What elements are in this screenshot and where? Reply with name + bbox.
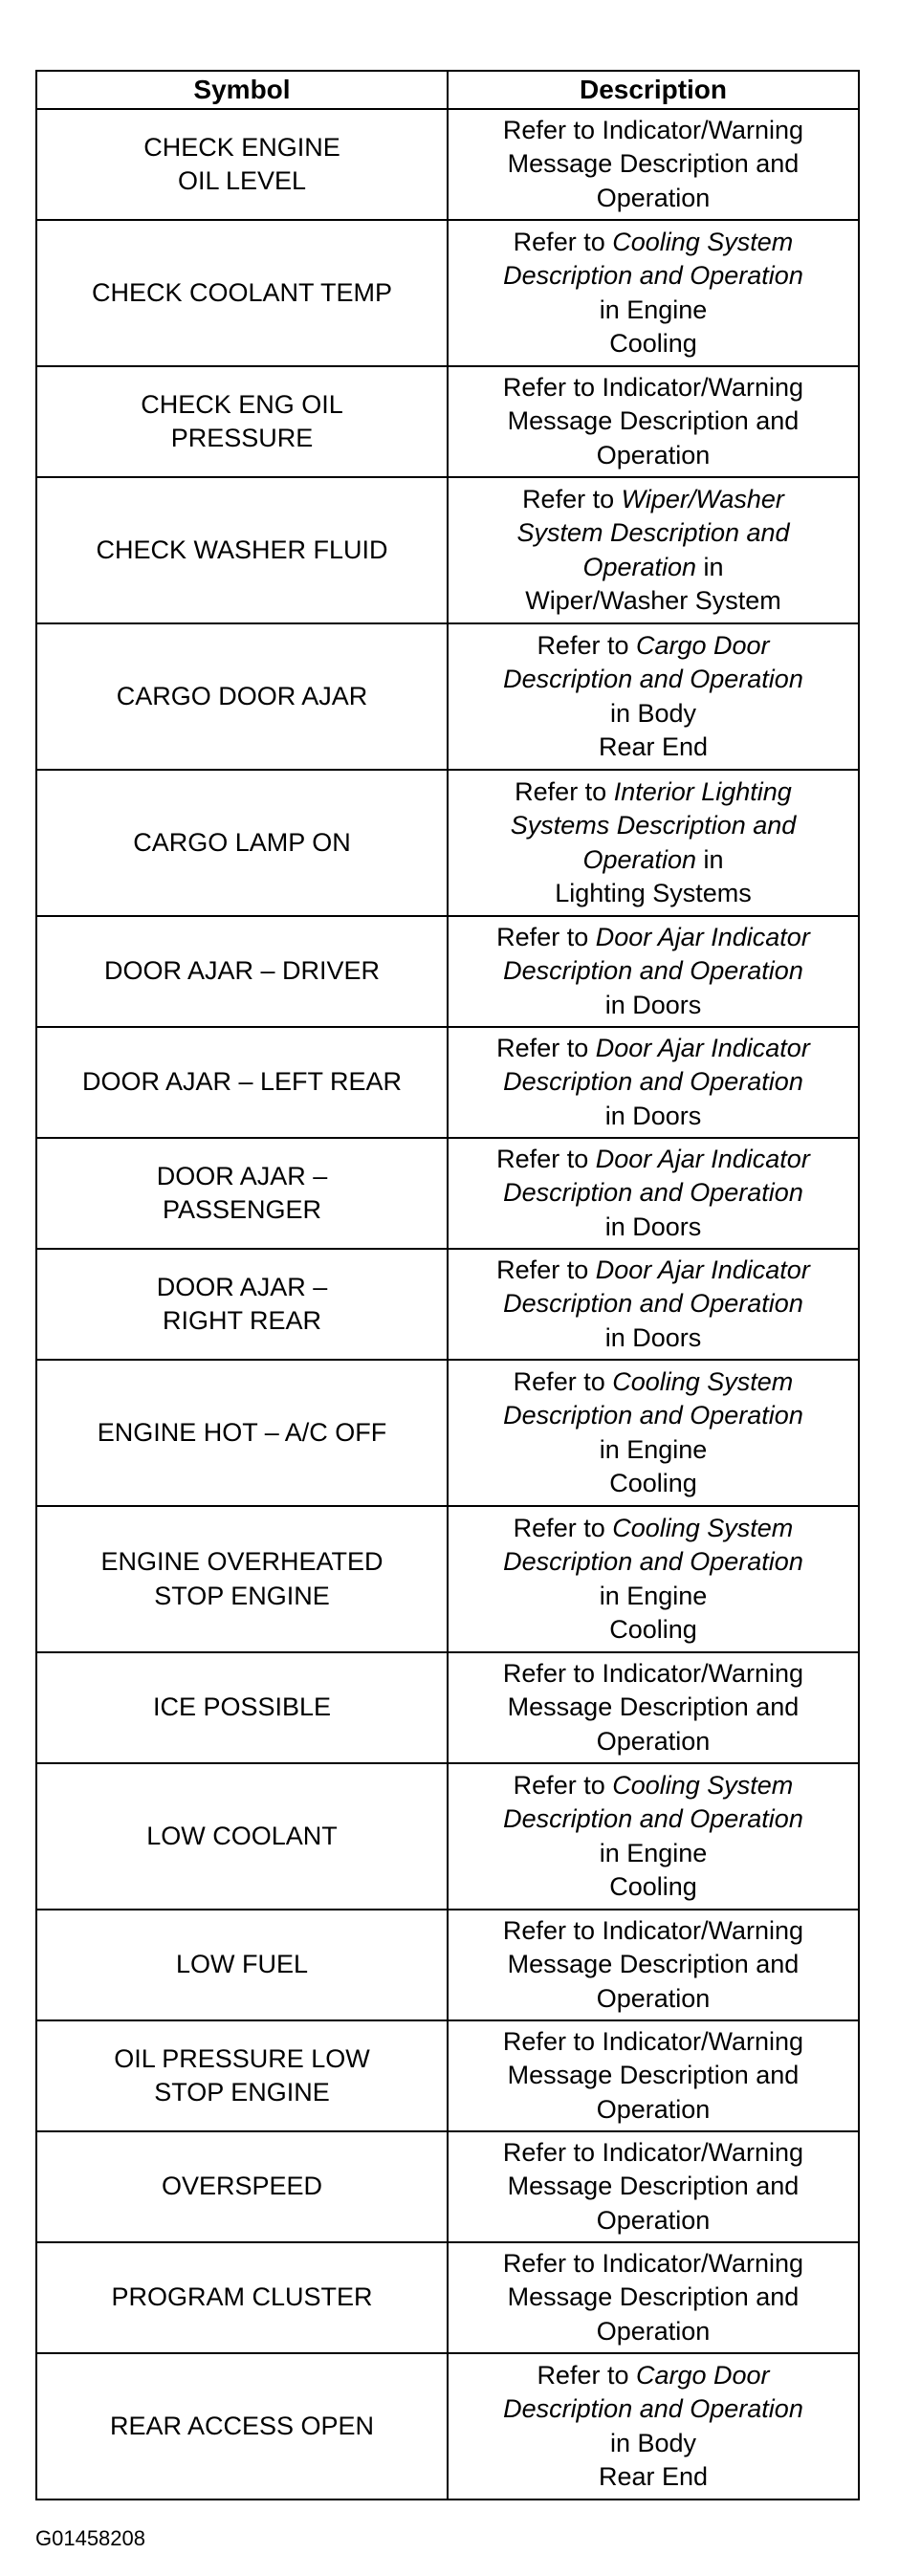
description-cell xyxy=(448,2353,859,2500)
description-text: in Body xyxy=(609,2428,697,2457)
description-text: in Engine xyxy=(599,1581,708,1610)
description-text: Refer to xyxy=(537,2360,636,2390)
symbol-cell xyxy=(36,109,448,220)
description-cell xyxy=(448,2020,859,2131)
table-row xyxy=(36,916,859,1027)
symbol-cell xyxy=(36,1506,448,1652)
description-text: Message Description and xyxy=(507,1692,800,1722)
symbol-cell xyxy=(36,623,448,770)
description-cell xyxy=(448,1249,859,1360)
description-line xyxy=(452,2093,854,2128)
description-line xyxy=(452,989,854,1023)
description-text: Refer to Indicator/Warning xyxy=(502,1658,804,1688)
table-body xyxy=(36,109,859,2500)
description-text: in Doors xyxy=(604,990,702,1019)
symbol-text: PRESSURE xyxy=(170,424,314,452)
description-line xyxy=(452,516,854,551)
symbol-cell xyxy=(36,1249,448,1360)
description-line xyxy=(452,1948,854,1982)
symbol-cell xyxy=(36,770,448,916)
description-line xyxy=(452,1065,854,1100)
description-line xyxy=(452,2315,854,2349)
table-row xyxy=(36,1652,859,1763)
symbol-text: OIL PRESSURE LOW xyxy=(114,2043,370,2073)
symbol-text: RIGHT REAR xyxy=(162,1306,322,1335)
description-line xyxy=(452,2392,854,2427)
description-line xyxy=(452,1032,854,1066)
description-text: Refer to Indicator/Warning xyxy=(502,115,804,144)
symbol-text: CHECK COOLANT TEMP xyxy=(91,277,393,307)
description-text: Refer to xyxy=(513,1770,613,1800)
description-line xyxy=(452,1545,854,1580)
description-line xyxy=(452,2427,854,2461)
symbol-cell xyxy=(36,2353,448,2500)
table-row xyxy=(36,1138,859,1249)
description-line xyxy=(452,1802,854,1837)
description-line xyxy=(452,663,854,697)
symbol-cell xyxy=(36,1360,448,1506)
description-text: Message Description and xyxy=(507,1950,800,1979)
description-line xyxy=(452,2136,854,2171)
description-text: in xyxy=(696,844,724,874)
description-cell xyxy=(448,2242,859,2353)
description-reference-text: Description and Operation xyxy=(503,1804,803,1833)
description-reference-text: Door Ajar Indicator xyxy=(595,1255,810,1284)
symbol-cell xyxy=(36,1652,448,1763)
description-reference-text: Interior Lighting xyxy=(613,776,792,806)
description-cell xyxy=(448,366,859,477)
description-line xyxy=(452,1399,854,1433)
description-text: Message Description and xyxy=(507,406,800,436)
table-row xyxy=(36,1360,859,1506)
description-text: Message Description and xyxy=(507,2061,800,2090)
symbol-cell xyxy=(36,2242,448,2353)
description-line xyxy=(452,404,854,439)
symbol-cell xyxy=(36,916,448,1027)
description-cell xyxy=(448,1652,859,1763)
description-text: in Doors xyxy=(604,1322,702,1352)
description-line xyxy=(452,439,854,473)
description-line xyxy=(452,1433,854,1468)
description-reference-text: Operation xyxy=(582,552,697,581)
description-line xyxy=(452,1100,854,1134)
description-line xyxy=(452,551,854,585)
description-cell xyxy=(448,109,859,220)
description-text: Wiper/Washer System xyxy=(525,586,781,615)
description-text: Operation xyxy=(596,440,711,469)
table-row xyxy=(36,366,859,477)
symbol-cell xyxy=(36,1027,448,1138)
description-text: Refer to xyxy=(537,630,636,660)
description-line xyxy=(452,1691,854,1725)
symbol-cell xyxy=(36,1910,448,2020)
description-text: Refer to xyxy=(513,1513,613,1542)
description-line xyxy=(452,877,854,911)
table-row xyxy=(36,2020,859,2131)
description-line xyxy=(452,697,854,731)
table-row xyxy=(36,2242,859,2353)
symbol-text: OVERSPEED xyxy=(161,2172,323,2201)
figure-id: G01458208 xyxy=(35,2526,145,2550)
description-line xyxy=(452,2204,854,2238)
description-line xyxy=(452,1870,854,1905)
description-line xyxy=(452,1176,854,1211)
table-row xyxy=(36,1506,859,1652)
description-text: Refer to xyxy=(496,1144,596,1173)
symbol-cell xyxy=(36,2020,448,2131)
symbol-text: DOOR AJAR – DRIVER xyxy=(103,956,381,986)
description-text: Operation xyxy=(596,183,711,212)
description-line xyxy=(452,1725,854,1759)
description-cell xyxy=(448,623,859,770)
symbol-cell xyxy=(36,477,448,623)
description-reference-text: Description and Operation xyxy=(503,2394,803,2423)
description-reference-text: Door Ajar Indicator xyxy=(595,922,810,951)
description-line xyxy=(452,1365,854,1400)
description-text: Message Description and xyxy=(507,2282,800,2312)
symbol-text: CHECK WASHER FLUID xyxy=(96,535,388,564)
symbol-cell xyxy=(36,2131,448,2242)
description-line xyxy=(452,147,854,182)
symbol-cell xyxy=(36,1138,448,1249)
description-text: Message Description and xyxy=(507,2172,800,2201)
description-reference-text: Cooling System xyxy=(612,1366,794,1396)
description-text: Refer to xyxy=(513,227,613,256)
symbol-text: DOOR AJAR – xyxy=(156,1272,328,1301)
description-reference-text: Door Ajar Indicator xyxy=(595,1033,810,1062)
description-cell xyxy=(448,477,859,623)
symbol-text: LOW FUEL xyxy=(175,1950,309,1979)
description-text: in Doors xyxy=(604,1212,702,1241)
description-cell xyxy=(448,2131,859,2242)
symbol-text: CARGO LAMP ON xyxy=(133,827,351,857)
table-row xyxy=(36,1027,859,1138)
description-line xyxy=(452,775,854,810)
description-line xyxy=(452,954,854,989)
symbol-text: REAR ACCESS OPEN xyxy=(109,2411,375,2440)
symbol-cell xyxy=(36,1763,448,1910)
description-text: in Body xyxy=(609,698,697,728)
description-text: Operation xyxy=(596,2316,711,2346)
description-text: Refer to Indicator/Warning xyxy=(502,2248,804,2278)
table-row xyxy=(36,770,859,916)
description-text: Lighting Systems xyxy=(555,879,752,907)
table-row xyxy=(36,1763,859,1910)
description-text: Cooling xyxy=(609,1469,697,1497)
description-reference-text: Door Ajar Indicator xyxy=(595,1144,810,1173)
description-text: Refer to xyxy=(513,1366,613,1396)
description-text: in Engine xyxy=(599,1434,708,1464)
description-cell xyxy=(448,1506,859,1652)
table-row xyxy=(36,1910,859,2020)
message-table xyxy=(35,70,860,2500)
description-reference-text: Description and Operation xyxy=(503,261,803,290)
symbol-text: DOOR AJAR – xyxy=(156,1161,328,1190)
table-row xyxy=(36,623,859,770)
symbol-text: ENGINE HOT – A/C OFF xyxy=(97,1417,387,1447)
description-line xyxy=(452,629,854,664)
table-row xyxy=(36,2131,859,2242)
description-text: Refer to xyxy=(496,922,596,951)
symbol-text: STOP ENGINE xyxy=(154,2078,330,2107)
description-line xyxy=(452,327,854,361)
description-text: Rear End xyxy=(598,2462,709,2491)
description-text: in Engine xyxy=(599,1838,708,1867)
description-reference-text: Description and Operation xyxy=(503,1401,803,1430)
description-line xyxy=(452,226,854,260)
description-cell xyxy=(448,1138,859,1249)
description-reference-text: Wiper/Washer xyxy=(621,484,784,513)
description-reference-text: Operation xyxy=(582,844,697,874)
description-line xyxy=(452,1512,854,1546)
description-text: Refer to xyxy=(496,1255,596,1284)
symbol-cell xyxy=(36,220,448,366)
description-line xyxy=(452,371,854,405)
description-line xyxy=(452,1613,854,1648)
description-line xyxy=(452,114,854,148)
description-line xyxy=(452,483,854,517)
symbol-text: PASSENGER xyxy=(162,1195,322,1224)
description-reference-text: Description and Operation xyxy=(503,1289,803,1319)
description-cell xyxy=(448,1763,859,1910)
description-text: Operation xyxy=(596,2205,711,2235)
description-text: Cooling xyxy=(609,329,697,358)
description-reference-text: System Description and xyxy=(516,518,790,547)
symbol-text: STOP ENGINE xyxy=(154,1581,330,1610)
description-line xyxy=(452,1580,854,1614)
description-line xyxy=(452,1982,854,2017)
description-text: in xyxy=(696,552,724,581)
description-cell xyxy=(448,1910,859,2020)
description-column-header: Description xyxy=(448,71,859,109)
description-text: Refer to Indicator/Warning xyxy=(502,1915,804,1945)
description-text: Operation xyxy=(596,2094,711,2124)
symbol-text: OIL LEVEL xyxy=(177,166,307,195)
description-text: Message Description and xyxy=(507,149,800,179)
description-cell xyxy=(448,916,859,1027)
description-text: Refer to Indicator/Warning xyxy=(502,372,804,402)
description-line xyxy=(452,294,854,328)
description-line xyxy=(452,1467,854,1501)
table-row xyxy=(36,1249,859,1360)
description-cell xyxy=(448,770,859,916)
description-line xyxy=(452,1321,854,1356)
description-line xyxy=(452,1837,854,1871)
description-reference-text: Systems Description and xyxy=(510,811,797,840)
symbol-column-header: Symbol xyxy=(36,71,448,109)
description-reference-text: Cooling System xyxy=(612,1513,794,1542)
symbol-text: CHECK ENG OIL xyxy=(141,389,343,419)
description-reference-text: Cargo Door xyxy=(635,630,770,660)
symbol-text: CHECK ENGINE xyxy=(143,132,340,162)
symbol-text: DOOR AJAR – LEFT REAR xyxy=(81,1067,403,1097)
symbol-text: LOW COOLANT xyxy=(146,1821,338,1850)
description-line xyxy=(452,731,854,765)
description-line xyxy=(452,2247,854,2281)
description-line xyxy=(452,584,854,619)
description-line xyxy=(452,2359,854,2393)
description-cell xyxy=(448,220,859,366)
table-row xyxy=(36,2353,859,2500)
description-text: Refer to xyxy=(496,1033,596,1062)
description-text: Refer to Indicator/Warning xyxy=(502,2026,804,2056)
description-line xyxy=(452,1254,854,1288)
description-line xyxy=(452,1657,854,1692)
symbol-cell xyxy=(36,366,448,477)
description-line xyxy=(452,2460,854,2495)
table-header-row xyxy=(36,71,859,109)
description-text: in Engine xyxy=(599,295,708,324)
description-line xyxy=(452,843,854,878)
description-line xyxy=(452,1211,854,1245)
symbol-text: ENGINE OVERHEATED xyxy=(100,1547,384,1576)
document xyxy=(35,70,860,2500)
description-line xyxy=(452,259,854,294)
description-reference-text: Description and Operation xyxy=(503,956,803,986)
symbol-text: CARGO DOOR AJAR xyxy=(116,681,368,710)
description-line xyxy=(452,921,854,955)
description-cell xyxy=(448,1027,859,1138)
description-line xyxy=(452,2170,854,2204)
description-line xyxy=(452,182,854,216)
symbol-text: PROGRAM CLUSTER xyxy=(111,2282,373,2312)
description-line xyxy=(452,1143,854,1177)
description-text: Refer to xyxy=(522,484,622,513)
description-text: in Doors xyxy=(604,1101,702,1130)
description-line xyxy=(452,809,854,843)
description-line xyxy=(452,2281,854,2315)
description-reference-text: Description and Operation xyxy=(503,665,803,693)
table-row xyxy=(36,220,859,366)
table-row xyxy=(36,477,859,623)
description-text: Cooling xyxy=(609,1615,697,1644)
description-reference-text: Cooling System xyxy=(612,1770,794,1800)
description-text: Refer to Indicator/Warning xyxy=(502,2137,804,2167)
description-reference-text: Description and Operation xyxy=(503,1067,803,1097)
description-line xyxy=(452,2059,854,2093)
table-row xyxy=(36,109,859,220)
description-line xyxy=(452,1287,854,1321)
description-reference-text: Description and Operation xyxy=(503,1547,803,1576)
description-reference-text: Cooling System xyxy=(612,227,794,256)
description-text: Cooling xyxy=(609,1872,697,1901)
description-reference-text: Description and Operation xyxy=(503,1178,803,1208)
symbol-text: ICE POSSIBLE xyxy=(152,1692,332,1722)
description-line xyxy=(452,2025,854,2060)
description-reference-text: Cargo Door xyxy=(635,2360,770,2390)
description-cell xyxy=(448,1360,859,1506)
description-text: Operation xyxy=(596,1726,711,1756)
description-text: Refer to xyxy=(515,776,614,806)
description-text: Rear End xyxy=(598,732,709,761)
description-line xyxy=(452,1914,854,1949)
description-line xyxy=(452,1769,854,1803)
description-text: Operation xyxy=(596,1983,711,2013)
